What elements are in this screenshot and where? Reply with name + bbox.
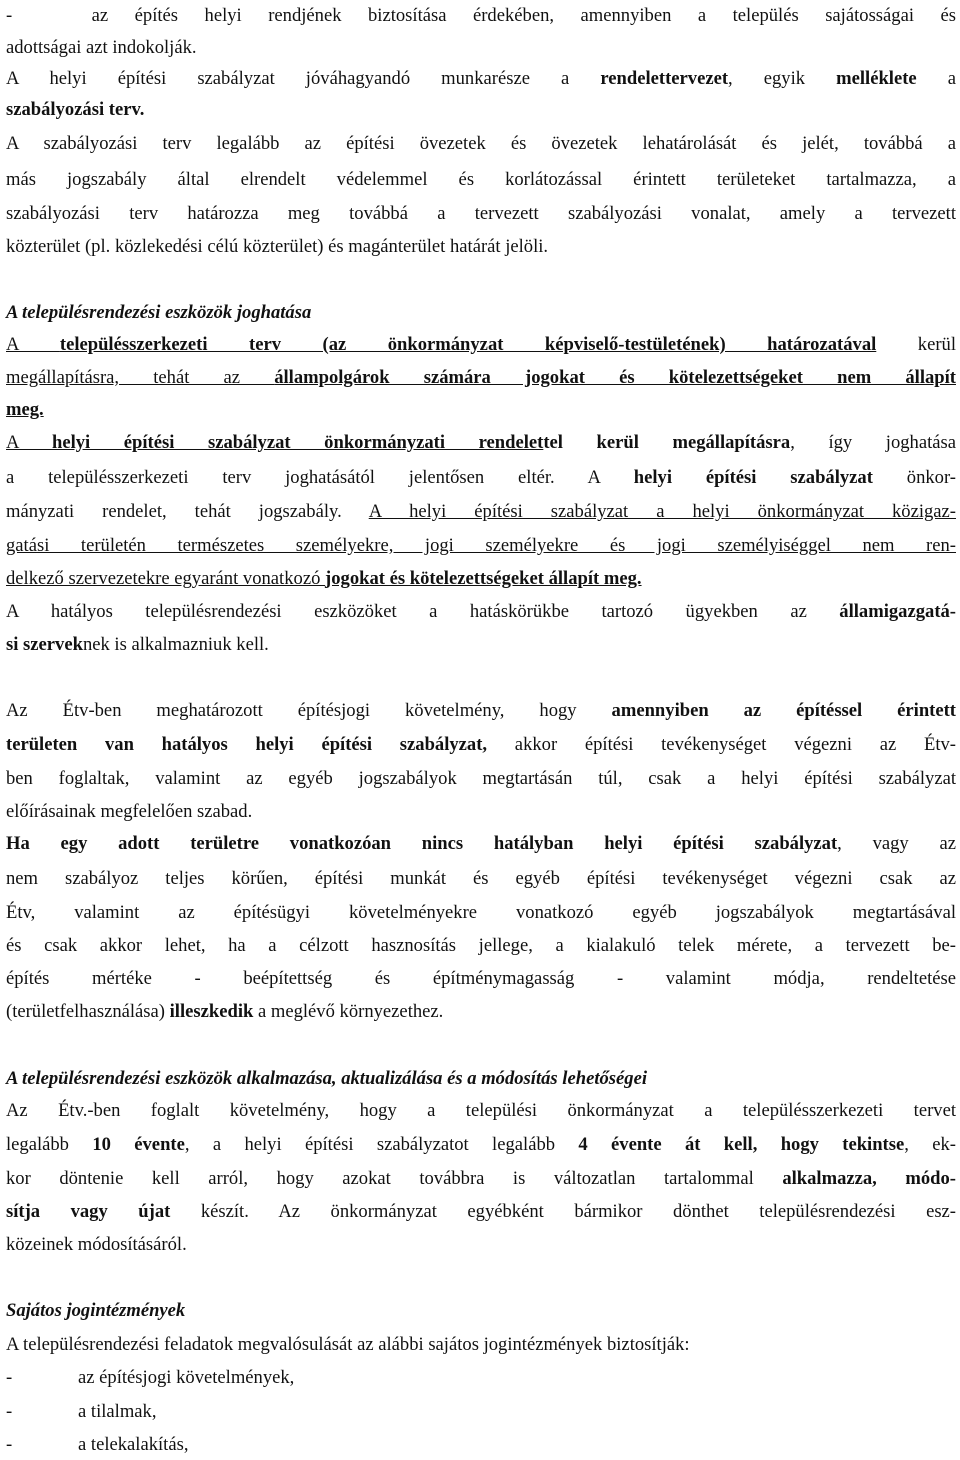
p3-line-2: más jogszabály által elrendelt védelemmel és korlátozással érintett területeket tartalmazza, a <box>6 169 956 190</box>
p1-line-2: adottságai azt indokolják. <box>6 37 197 58</box>
section-heading-alkalmazasa: A településrendezési eszközök alkalmazása, aktualizálása és a módosítás lehetőségei <box>6 1068 647 1089</box>
p4-line-2: területen van hatályos helyi építési szabályzat, akkor építési tevékenységet végezni az Étv- <box>6 734 956 755</box>
s1-line-9: A hatályos településrendezési eszközöket a hatáskörükbe tartozó ügyekben az államigazgatá- <box>6 601 956 622</box>
p5-line-5: építés mértéke - beépítettség és építménymagasság - valamint módja, rendeltetése <box>6 968 956 989</box>
s1-line-10: si szerveknek is alkalmazniuk kell. <box>6 634 269 655</box>
s3-intro: A településrendezési feladatok megvalósulását az alábbi sajátos jogintézmények biztosítják: <box>6 1334 690 1355</box>
list-item: - a tilalmak, <box>6 1401 157 1422</box>
p3-line-3: szabályozási terv határozza meg továbbá a tervezett szabályozási vonalat, amely a tervezett <box>6 203 956 224</box>
s1-line-4: A helyi építési szabályzat önkormányzati rendelettel kerül megállapításra, így joghatása <box>6 432 957 453</box>
list-item: - a telekalakítás, <box>6 1434 189 1455</box>
p1-line-1: - az építés helyi rendjének biztosítása érdekében, amennyiben a település sajátosságai és <box>6 5 956 26</box>
s2-line-2: legalább 10 évente, a helyi építési szabályzatot legalább 4 évente át kell, hogy tekintse, ek- <box>6 1134 956 1155</box>
s1-line-1: A településszerkezeti terv (az önkormányzat képviselő-testületének) határozatával kerül <box>6 334 956 355</box>
p4-line-3: ben foglaltak, valamint az egyéb jogszabályok megtartásán túl, csak a helyi építési szabályzat <box>6 768 956 789</box>
p5-line-3: Étv, valamint az építésügyi követelményekre vonatkozó egyéb jogszabályok megtartásával <box>6 902 956 923</box>
p5-line-4: és csak akkor lehet, ha a célzott hasznosítás jellege, a kialakuló telek mérete, a tervezett be- <box>6 935 956 956</box>
s1-line-6: mányzati rendelet, tehát jogszabály. A helyi építési szabályzat a helyi önkormányzat közigaz- <box>6 501 956 522</box>
s1-line-7: gatási területén természetes személyekre, jogi személyekre és jogi személyiséggel nem ren- <box>6 535 956 556</box>
s2-line-4: sítja vagy újat készít. Az önkormányzat egyébként bármikor dönthet településrendezési esz- <box>6 1201 957 1222</box>
p2-line-1: A helyi építési szabályzat jóváhagyandó munkarésze a rendelettervezet, egyik melléklete a <box>6 68 956 89</box>
s1-line-8: delkező szervezetekre egyaránt vonatkozó jogokat és kötelezettségeket állapít meg. <box>6 568 642 589</box>
s2-line-5: közeinek módosításáról. <box>6 1234 187 1255</box>
s2-line-3: kor döntenie kell arról, hogy azokat továbbra is változatlan tartalommal alkalmazza, módo- <box>6 1168 956 1189</box>
p4-line-4: előírásainak megfelelően szabad. <box>6 801 253 822</box>
p2-line-2: szabályozási terv. <box>6 99 145 120</box>
p4-line-1: Az Étv-ben meghatározott építésjogi követelmény, hogy amennyiben az építéssel érintett <box>6 700 956 721</box>
section-heading-sajatos: Sajátos jogintézmények <box>6 1300 186 1321</box>
p5-line-2: nem szabályoz teljes körűen, építési munkát és egyéb építési tevékenységet végezni csak az <box>6 868 956 889</box>
p3-line-1: A szabályozási terv legalább az építési övezetek és övezetek lehatárolását és jelét, továbbá a <box>6 133 956 154</box>
s1-line-5: a településszerkezeti terv joghatásától jelentősen eltér. A helyi építési szabályzat önkor- <box>6 467 956 488</box>
s2-line-1: Az Étv.-ben foglalt követelmény, hogy a települési önkormányzat a településszerkezeti tervet <box>6 1100 956 1121</box>
section-heading-joghatasa: A településrendezési eszközök joghatása <box>6 302 312 323</box>
p5-line-1: Ha egy adott területre vonatkozóan nincs hatályban helyi építési szabályzat, vagy az <box>6 833 956 854</box>
list-item: - az építésjogi követelmények, <box>6 1367 295 1388</box>
s1-line-3: meg. <box>6 399 44 420</box>
p5-line-6: (területfelhasználása) illeszkedik a meglévő környezethez. <box>6 1001 444 1022</box>
s1-line-2: megállapításra, tehát az állampolgárok számára jogokat és kötelezettségeket nem állapít <box>6 367 956 388</box>
p3-line-4: közterület (pl. közlekedési célú közterület) és magánterület határát jelöli. <box>6 236 549 257</box>
